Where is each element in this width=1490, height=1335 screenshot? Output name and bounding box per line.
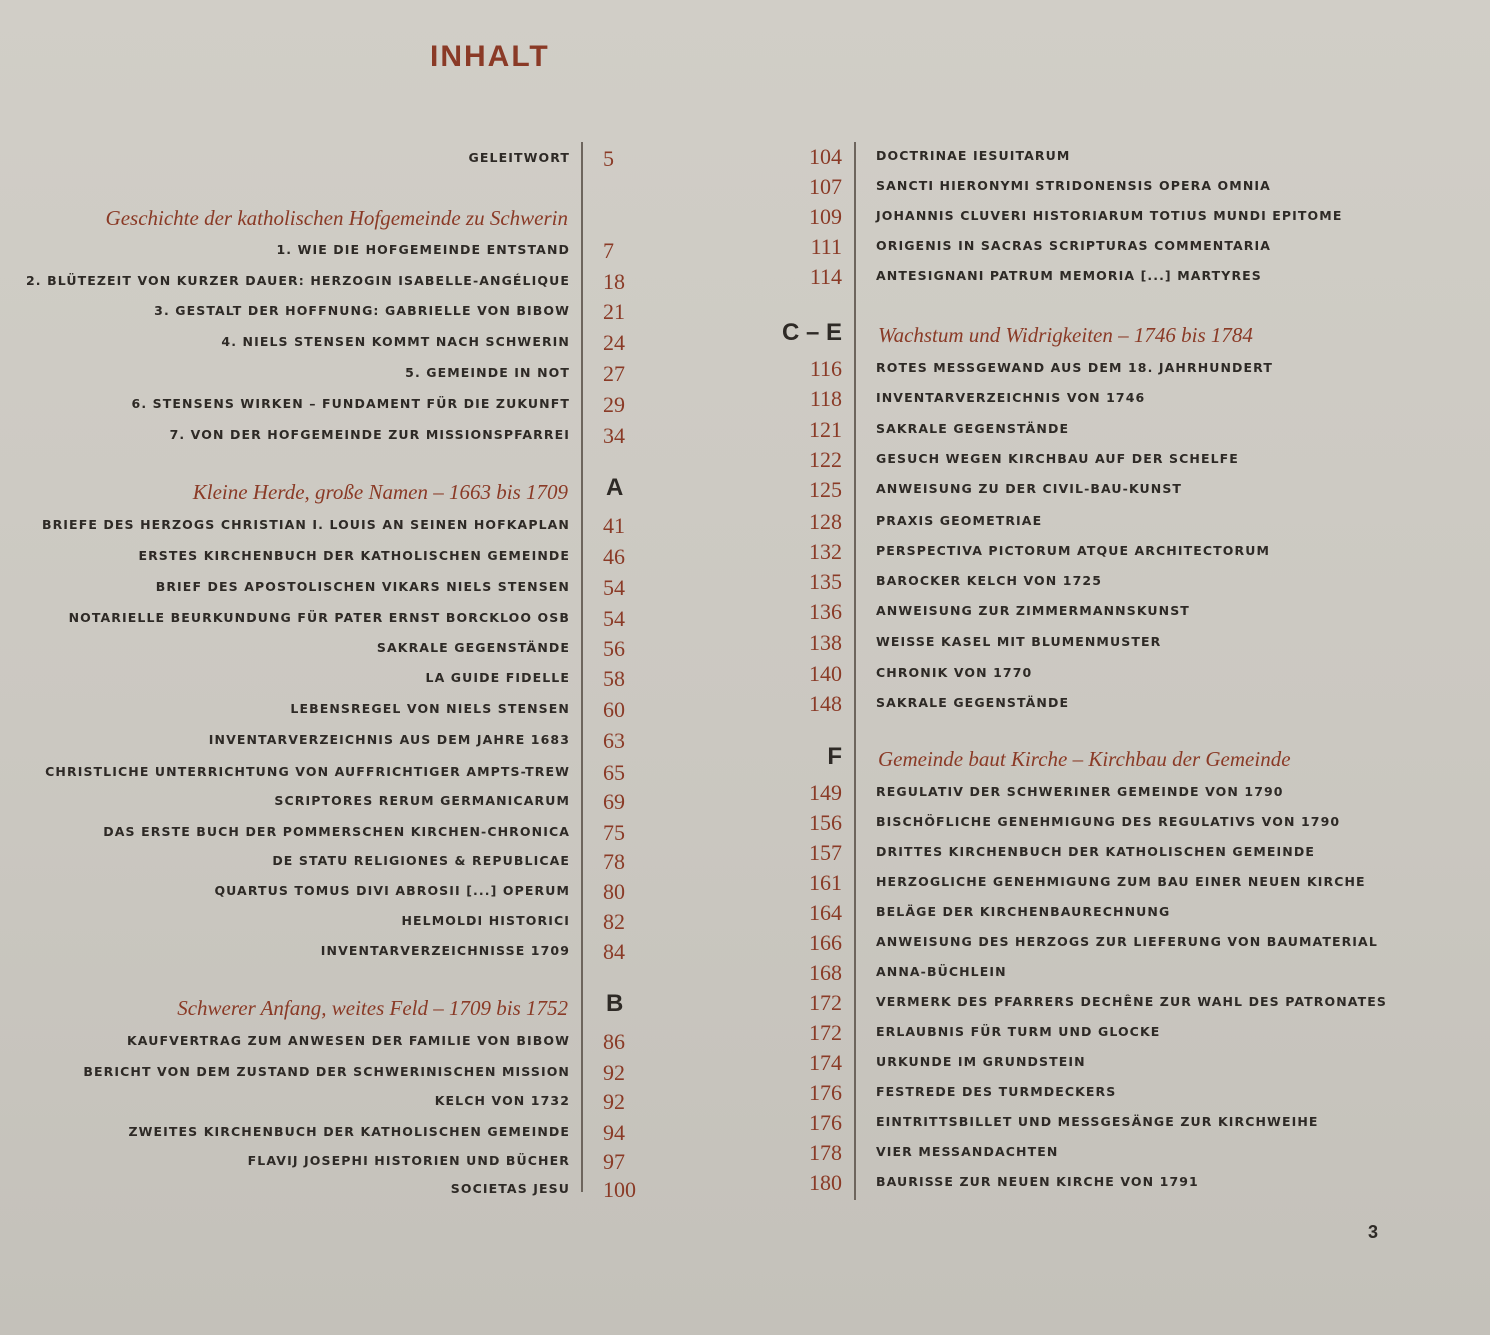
toc-entry-page: 104 bbox=[809, 144, 842, 169]
toc-entry-page: 136 bbox=[809, 599, 842, 624]
section-heading: Gemeinde baut Kirche – Kirchbau der Gemeinde bbox=[878, 747, 1291, 771]
toc-entry-title: WEISSE KASEL MIT BLUMENMUSTER bbox=[876, 634, 1162, 649]
toc-entry-title: HERZOGLICHE GENEHMIGUNG ZUM BAU EINER NEUEN KIRCHE bbox=[876, 874, 1366, 889]
toc-entry-title: DOCTRINAE IESUITARUM bbox=[876, 148, 1071, 163]
toc-entry-title: LA GUIDE FIDELLE bbox=[425, 670, 570, 685]
section-heading: Schwerer Anfang, weites Feld – 1709 bis 1752 bbox=[177, 996, 568, 1020]
right-divider bbox=[854, 142, 856, 1200]
toc-entry-page: 176 bbox=[809, 1110, 842, 1135]
left-divider bbox=[581, 142, 583, 1192]
toc-entry-title: ORIGENIS IN SACRAS SCRIPTURAS COMMENTARIA bbox=[876, 238, 1272, 253]
toc-entry-page: 121 bbox=[809, 417, 842, 442]
toc-entry-title: BELÄGE DER KIRCHENBAURECHNUNG bbox=[876, 904, 1171, 919]
toc-entry-title: DAS ERSTE BUCH DER POMMERSCHEN KIRCHEN-CHRONICA bbox=[103, 824, 570, 839]
toc-entry-title: FLAVIJ JOSEPHI HISTORIEN UND BÜCHER bbox=[247, 1153, 570, 1168]
toc-entry-title: INVENTARVERZEICHNIS VON 1746 bbox=[876, 390, 1146, 405]
toc-entry-title: BRIEF DES APOSTOLISCHEN VIKARS NIELS STENSEN bbox=[155, 579, 570, 594]
toc-entry-title: ROTES MESSGEWAND AUS DEM 18. JAHRHUNDERT bbox=[876, 360, 1273, 375]
toc-entry-title: SOCIETAS JESU bbox=[450, 1181, 570, 1196]
toc-entry-page: 180 bbox=[809, 1170, 842, 1195]
toc-entry-page: 27 bbox=[603, 361, 625, 386]
toc-entry-title: SAKRALE GEGENSTÄNDE bbox=[876, 695, 1070, 710]
toc-entry-title: BRIEFE DES HERZOGS CHRISTIAN I. LOUIS AN SEINEN HOFKAPLAN bbox=[41, 517, 570, 532]
toc-entry-title: FESTREDE DES TURMDECKERS bbox=[876, 1084, 1117, 1099]
toc-entry-page: 7 bbox=[603, 238, 614, 263]
toc-entry-title: ANWEISUNG ZU DER CIVIL-BAU-KUNST bbox=[876, 481, 1183, 496]
toc-entry-page: 122 bbox=[809, 447, 842, 472]
toc-entry-title: BAURISSE ZUR NEUEN KIRCHE VON 1791 bbox=[876, 1174, 1199, 1189]
toc-entry-title: ERSTES KIRCHENBUCH DER KATHOLISCHEN GEMEINDE bbox=[138, 548, 570, 563]
toc-entry-page: 82 bbox=[603, 909, 625, 934]
toc-entry-title: URKUNDE IM GRUNDSTEIN bbox=[876, 1054, 1086, 1069]
toc-entry-title: BAROCKER KELCH VON 1725 bbox=[876, 573, 1102, 588]
toc-entry-title: DE STATU RELIGIONES & REPUBLICAE bbox=[272, 853, 570, 868]
toc-entry-page: 63 bbox=[603, 728, 625, 753]
toc-entry-page: 60 bbox=[603, 697, 625, 722]
toc-entry-title: VERMERK DES PFARRERS DECHÊNE ZUR WAHL DES PATRONATES bbox=[876, 994, 1387, 1009]
toc-entry-title: LEBENSREGEL VON NIELS STENSEN bbox=[290, 701, 570, 716]
toc-entry-title: 4. NIELS STENSEN KOMMT NACH SCHWERIN bbox=[221, 334, 570, 349]
toc-entry-page: 168 bbox=[809, 960, 842, 985]
toc-entry-page: 174 bbox=[809, 1050, 842, 1075]
toc-entry-title: ERLAUBNIS FÜR TURM UND GLOCKE bbox=[876, 1024, 1161, 1039]
toc-entry-title: PERSPECTIVA PICTORUM ATQUE ARCHITECTORUM bbox=[876, 543, 1271, 558]
toc-entry-page: 46 bbox=[603, 544, 625, 569]
toc-entry-title: 7. VON DER HOFGEMEINDE ZUR MISSIONSPFARREI bbox=[169, 427, 570, 442]
toc-entry-page: 80 bbox=[603, 879, 625, 904]
section-letter: F bbox=[827, 743, 842, 770]
toc-entry-title: 3. GESTALT DER HOFFNUNG: GABRIELLE VON BIBOW bbox=[154, 303, 570, 318]
toc-entry-title: ANTESIGNANI PATRUM MEMORIA [...] MARTYRES bbox=[876, 268, 1262, 283]
toc-entry-title: ANWEISUNG ZUR ZIMMERMANNSKUNST bbox=[876, 603, 1190, 618]
page-title: INHALT bbox=[430, 40, 550, 73]
toc-entry-page: 128 bbox=[809, 509, 842, 534]
toc-entry-page: 84 bbox=[603, 939, 625, 964]
toc-entry-title: HELMOLDI HISTORICI bbox=[401, 913, 570, 928]
toc-entry-title: GELEITWORT bbox=[468, 150, 570, 165]
page-number: 3 bbox=[1368, 1222, 1379, 1242]
toc-entry-page: 149 bbox=[809, 780, 842, 805]
toc-entry-title: CHRONIK VON 1770 bbox=[876, 665, 1033, 680]
toc-entry-page: 109 bbox=[809, 204, 842, 229]
toc-entry-page: 97 bbox=[603, 1149, 625, 1174]
toc-entry-title: INVENTARVERZEICHNISSE 1709 bbox=[320, 943, 570, 958]
toc-entry-title: BISCHÖFLICHE GENEHMIGUNG DES REGULATIVS VON 1790 bbox=[876, 814, 1341, 829]
toc-entry-page: 116 bbox=[809, 356, 842, 381]
section-heading: Kleine Herde, große Namen – 1663 bis 1709 bbox=[192, 480, 568, 504]
toc-entry-title: DRITTES KIRCHENBUCH DER KATHOLISCHEN GEMEINDE bbox=[876, 844, 1315, 859]
toc-entry-title: JOHANNIS CLUVERI HISTORIARUM TOTIUS MUNDI EPITOME bbox=[876, 208, 1343, 223]
toc-entry-page: 58 bbox=[603, 666, 625, 691]
toc-entry-page: 21 bbox=[603, 299, 625, 324]
toc-entry-page: 54 bbox=[603, 606, 625, 631]
toc-entry-page: 125 bbox=[809, 477, 842, 502]
toc-entry-title: ZWEITES KIRCHENBUCH DER KATHOLISCHEN GEMEINDE bbox=[128, 1124, 570, 1139]
toc-entry-page: 69 bbox=[603, 789, 625, 814]
toc-entry-title: BERICHT VON DEM ZUSTAND DER SCHWERINISCHEN MISSION bbox=[83, 1064, 570, 1079]
toc-entry-title: KAUFVERTRAG ZUM ANWESEN DER FAMILIE VON BIBOW bbox=[127, 1033, 570, 1048]
toc-entry-title: NOTARIELLE BEURKUNDUNG FÜR PATER ERNST BORCKLOO OSB bbox=[68, 610, 570, 625]
toc-entry-title: GESUCH WEGEN KIRCHBAU AUF DER SCHELFE bbox=[876, 451, 1239, 466]
toc-entry-page: 166 bbox=[809, 930, 842, 955]
toc-entry-title: EINTRITTSBILLET UND MESSGESÄNGE ZUR KIRCHWEIHE bbox=[876, 1114, 1319, 1129]
section-heading: Wachstum und Widrigkeiten – 1746 bis 1784 bbox=[878, 323, 1253, 347]
toc-entry-page: 92 bbox=[603, 1060, 625, 1085]
toc-entry-page: 114 bbox=[809, 264, 842, 289]
toc-entry-title: ANWEISUNG DES HERZOGS ZUR LIEFERUNG VON BAUMATERIAL bbox=[876, 934, 1378, 949]
toc-entry-page: 157 bbox=[809, 840, 842, 865]
toc-entry-page: 161 bbox=[809, 870, 842, 895]
toc-entry-title: KELCH VON 1732 bbox=[434, 1093, 570, 1108]
toc-entry-page: 148 bbox=[809, 691, 842, 716]
toc-entry-title: CHRISTLICHE UNTERRICHTUNG VON AUFFRICHTIGER AMPTS-TREW bbox=[45, 764, 570, 779]
toc-entry-page: 18 bbox=[603, 269, 625, 294]
toc-entry-title: 5. GEMEINDE IN NOT bbox=[405, 365, 570, 380]
toc-entry-page: 172 bbox=[809, 1020, 842, 1045]
toc-entry-page: 178 bbox=[809, 1140, 842, 1165]
toc-entry-page: 94 bbox=[603, 1120, 625, 1145]
toc-entry-title: SAKRALE GEGENSTÄNDE bbox=[376, 640, 570, 655]
toc-entry-title: PRAXIS GEOMETRIAE bbox=[876, 513, 1043, 528]
toc-entry-page: 29 bbox=[603, 392, 625, 417]
toc-entry-title: REGULATIV DER SCHWERINER GEMEINDE VON 1790 bbox=[876, 784, 1284, 799]
section-letter: A bbox=[606, 474, 624, 501]
toc-entry-title: SCRIPTORES RERUM GERMANICARUM bbox=[274, 793, 570, 808]
toc-entry-title: ANNA-BÜCHLEIN bbox=[876, 964, 1007, 979]
toc-entry-page: 34 bbox=[603, 423, 625, 448]
toc-entry-page: 41 bbox=[603, 513, 625, 538]
toc-entry-page: 118 bbox=[809, 386, 842, 411]
toc-entry-title: QUARTUS TOMUS DIVI ABROSII [...] OPERUM bbox=[214, 883, 570, 898]
toc-entry-title: 1. WIE DIE HOFGEMEINDE ENTSTAND bbox=[276, 242, 570, 257]
toc-entry-page: 156 bbox=[809, 810, 842, 835]
toc-entry-page: 111 bbox=[810, 234, 842, 259]
toc-entry-page: 56 bbox=[603, 636, 625, 661]
toc-entry-title: 6. STENSENS WIRKEN – FUNDAMENT FÜR DIE ZUKUNFT bbox=[131, 396, 570, 411]
toc-entry-page: 54 bbox=[603, 575, 625, 600]
toc-entry-title: 2. BLÜTEZEIT VON KURZER DAUER: HERZOGIN ISABELLE-ANGÉLIQUE bbox=[26, 273, 570, 288]
section-heading: Geschichte der katholischen Hofgemeinde zu Schwerin bbox=[105, 206, 568, 230]
toc-entry-page: 132 bbox=[809, 539, 842, 564]
toc-entry-page: 78 bbox=[603, 849, 625, 874]
toc-entry-page: 140 bbox=[809, 661, 842, 686]
toc-entry-page: 138 bbox=[809, 630, 842, 655]
toc-entry-page: 75 bbox=[603, 820, 625, 845]
toc-entry-title: INVENTARVERZEICHNIS AUS DEM JAHRE 1683 bbox=[208, 732, 570, 747]
toc-entry-title: VIER MESSANDACHTEN bbox=[876, 1144, 1059, 1159]
toc-entry-page: 164 bbox=[809, 900, 842, 925]
toc-entry-title: SANCTI HIERONYMI STRIDONENSIS OPERA OMNIA bbox=[876, 178, 1271, 193]
toc-entry-page: 92 bbox=[603, 1089, 625, 1114]
toc-entry-page: 172 bbox=[809, 990, 842, 1015]
section-letter: C – E bbox=[781, 319, 842, 346]
toc-entry-page: 86 bbox=[603, 1029, 625, 1054]
toc-entry-page: 100 bbox=[603, 1177, 636, 1202]
toc-entry-page: 135 bbox=[809, 569, 842, 594]
toc-entry-title: SAKRALE GEGENSTÄNDE bbox=[876, 421, 1070, 436]
toc-entry-page: 65 bbox=[603, 760, 625, 785]
toc-entry-page: 107 bbox=[809, 174, 842, 199]
toc-entry-page: 5 bbox=[603, 146, 614, 171]
toc-entry-page: 176 bbox=[809, 1080, 842, 1105]
toc-entry-page: 24 bbox=[603, 330, 625, 355]
section-letter: B bbox=[606, 990, 624, 1017]
